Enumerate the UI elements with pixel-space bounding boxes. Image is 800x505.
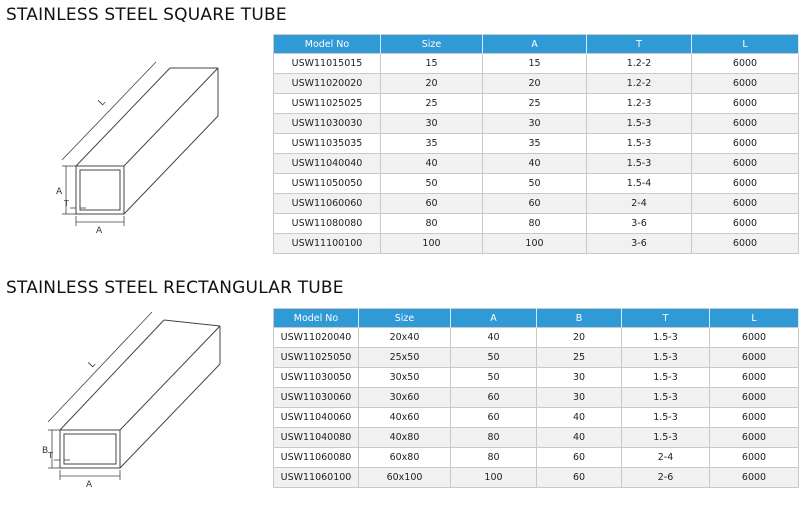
table-row xyxy=(274,328,799,348)
cell-model-no: USW11020040 xyxy=(274,328,359,348)
table-row xyxy=(274,114,799,134)
header-size: Size xyxy=(381,35,483,54)
cell-model-no: USW11030030 xyxy=(274,114,381,134)
cell-a: 30 xyxy=(483,114,587,134)
cell-a: 35 xyxy=(483,134,587,154)
cell-model-no: USW11060080 xyxy=(274,448,359,468)
cell-model-no: USW11025050 xyxy=(274,348,359,368)
table-row xyxy=(274,154,799,174)
cell-l: 6000 xyxy=(710,348,799,368)
cell-t: 2-4 xyxy=(587,194,692,214)
rect-tube-title: STAINLESS STEEL RECTANGULAR TUBE xyxy=(6,278,344,298)
table-row xyxy=(274,194,799,214)
header-size: Size xyxy=(359,309,451,328)
cell-size: 25x50 xyxy=(359,348,451,368)
cell-t: 1.2-2 xyxy=(587,74,692,94)
cell-b: 40 xyxy=(537,408,622,428)
cell-model-no: USW11040040 xyxy=(274,154,381,174)
cell-size: 30x60 xyxy=(359,388,451,408)
cell-size: 15 xyxy=(381,54,483,74)
cell-a: 100 xyxy=(483,234,587,254)
rect-bottom-label: A xyxy=(86,480,93,490)
header-a: A xyxy=(451,309,537,328)
cell-t: 1.5-3 xyxy=(587,114,692,134)
cell-a: 100 xyxy=(451,468,537,488)
cell-size: 30x50 xyxy=(359,368,451,388)
cell-model-no: USW11060100 xyxy=(274,468,359,488)
cell-t: 1.5-3 xyxy=(587,154,692,174)
header-model-no: Model No xyxy=(274,309,359,328)
table-row xyxy=(274,428,799,448)
table-row xyxy=(274,174,799,194)
cell-t: 1.5-3 xyxy=(622,328,710,348)
header-t: T xyxy=(587,35,692,54)
cell-a: 40 xyxy=(451,328,537,348)
cell-model-no: USW11100100 xyxy=(274,234,381,254)
header-l: L xyxy=(692,35,799,54)
rect-tube-diagram xyxy=(40,310,230,490)
cell-size: 60 xyxy=(381,194,483,214)
table-row xyxy=(274,214,799,234)
square-thickness-label: T xyxy=(64,199,69,208)
cell-t: 3-6 xyxy=(587,234,692,254)
header-b: B xyxy=(537,309,622,328)
cell-b: 60 xyxy=(537,448,622,468)
cell-size: 40x80 xyxy=(359,428,451,448)
square-length-label: L xyxy=(96,97,108,109)
rect-thickness-label: T xyxy=(48,451,53,460)
cell-size: 20 xyxy=(381,74,483,94)
cell-l: 6000 xyxy=(692,154,799,174)
table-row xyxy=(274,134,799,154)
table-row xyxy=(274,388,799,408)
cell-b: 60 xyxy=(537,468,622,488)
cell-size: 30 xyxy=(381,114,483,134)
rect-length-label: L xyxy=(86,359,98,371)
cell-b: 30 xyxy=(537,368,622,388)
cell-l: 6000 xyxy=(710,428,799,448)
cell-b: 30 xyxy=(537,388,622,408)
rect-side-label: B xyxy=(42,446,49,456)
square-bottom-label: A xyxy=(96,226,103,236)
header-t: T xyxy=(622,309,710,328)
cell-a: 80 xyxy=(451,428,537,448)
square-side-label: A xyxy=(56,187,63,197)
cell-model-no: USW11020020 xyxy=(274,74,381,94)
table-header-row xyxy=(274,35,799,54)
cell-t: 1.5-3 xyxy=(622,388,710,408)
cell-a: 40 xyxy=(483,154,587,174)
cell-t: 1.5-3 xyxy=(622,408,710,428)
cell-a: 15 xyxy=(483,54,587,74)
cell-model-no: USW11050050 xyxy=(274,174,381,194)
cell-size: 40 xyxy=(381,154,483,174)
cell-size: 25 xyxy=(381,94,483,114)
cell-a: 20 xyxy=(483,74,587,94)
cell-l: 6000 xyxy=(692,134,799,154)
table-row xyxy=(274,94,799,114)
cell-t: 2-6 xyxy=(622,468,710,488)
cell-b: 40 xyxy=(537,428,622,448)
table-row xyxy=(274,468,799,488)
cell-b: 25 xyxy=(537,348,622,368)
cell-model-no: USW11035035 xyxy=(274,134,381,154)
cell-size: 60x100 xyxy=(359,468,451,488)
cell-a: 80 xyxy=(451,448,537,468)
cell-t: 1.5-3 xyxy=(622,368,710,388)
table-row xyxy=(274,408,799,428)
cell-l: 6000 xyxy=(710,468,799,488)
table-header-row xyxy=(274,309,799,328)
square-tube-diagram xyxy=(40,48,230,238)
cell-model-no: USW11080080 xyxy=(274,214,381,234)
cell-model-no: USW11040080 xyxy=(274,428,359,448)
cell-l: 6000 xyxy=(692,194,799,214)
cell-model-no: USW11040060 xyxy=(274,408,359,428)
cell-l: 6000 xyxy=(692,214,799,234)
cell-t: 1.2-2 xyxy=(587,54,692,74)
header-a: A xyxy=(483,35,587,54)
cell-size: 60x80 xyxy=(359,448,451,468)
cell-l: 6000 xyxy=(710,388,799,408)
cell-size: 35 xyxy=(381,134,483,154)
cell-l: 6000 xyxy=(692,74,799,94)
cell-l: 6000 xyxy=(710,328,799,348)
table-row xyxy=(274,54,799,74)
cell-a: 50 xyxy=(483,174,587,194)
cell-model-no: USW11060060 xyxy=(274,194,381,214)
cell-a: 25 xyxy=(483,94,587,114)
cell-t: 1.5-3 xyxy=(587,134,692,154)
cell-a: 80 xyxy=(483,214,587,234)
cell-t: 1.5-3 xyxy=(622,428,710,448)
cell-size: 20x40 xyxy=(359,328,451,348)
cell-size: 40x60 xyxy=(359,408,451,428)
cell-model-no: USW11025025 xyxy=(274,94,381,114)
rect-tube-table xyxy=(273,308,799,488)
cell-a: 50 xyxy=(451,348,537,368)
header-l: L xyxy=(710,309,799,328)
cell-t: 2-4 xyxy=(622,448,710,468)
cell-b: 20 xyxy=(537,328,622,348)
cell-model-no: USW11030050 xyxy=(274,368,359,388)
cell-l: 6000 xyxy=(710,448,799,468)
cell-l: 6000 xyxy=(692,234,799,254)
cell-l: 6000 xyxy=(692,174,799,194)
cell-size: 100 xyxy=(381,234,483,254)
cell-size: 80 xyxy=(381,214,483,234)
square-tube-table xyxy=(273,34,799,254)
table-row xyxy=(274,74,799,94)
header-model-no: Model No xyxy=(274,35,381,54)
cell-l: 6000 xyxy=(710,368,799,388)
table-row xyxy=(274,368,799,388)
cell-l: 6000 xyxy=(710,408,799,428)
cell-t: 1.5-3 xyxy=(622,348,710,368)
cell-model-no: USW11030060 xyxy=(274,388,359,408)
cell-a: 60 xyxy=(451,408,537,428)
cell-t: 3-6 xyxy=(587,214,692,234)
cell-l: 6000 xyxy=(692,54,799,74)
table-row xyxy=(274,234,799,254)
cell-a: 60 xyxy=(483,194,587,214)
table-row xyxy=(274,348,799,368)
cell-a: 60 xyxy=(451,388,537,408)
cell-size: 50 xyxy=(381,174,483,194)
cell-l: 6000 xyxy=(692,94,799,114)
cell-l: 6000 xyxy=(692,114,799,134)
cell-t: 1.5-4 xyxy=(587,174,692,194)
square-tube-title: STAINLESS STEEL SQUARE TUBE xyxy=(6,5,287,25)
table-row xyxy=(274,448,799,468)
cell-a: 50 xyxy=(451,368,537,388)
cell-t: 1.2-3 xyxy=(587,94,692,114)
cell-model-no: USW11015015 xyxy=(274,54,381,74)
